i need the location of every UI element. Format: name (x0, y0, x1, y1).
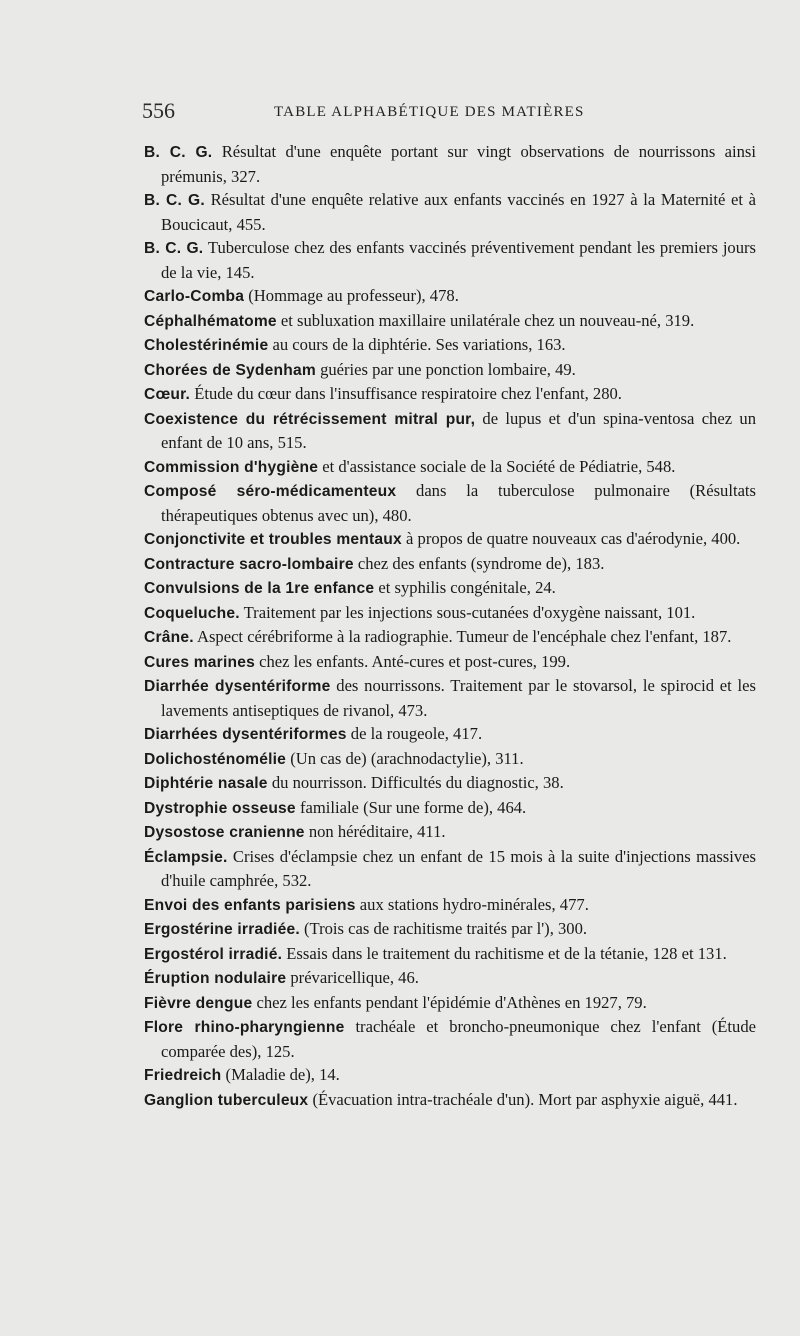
index-entry-term: Dysostose cranienne (144, 824, 305, 841)
index-entry-term: B. C. G. (144, 192, 205, 209)
index-entry-term: Ergostérine irradiée. (144, 921, 300, 938)
index-entry (144, 601, 756, 626)
index-entry (144, 236, 756, 284)
index-entry (144, 309, 756, 334)
index-entry (144, 820, 756, 845)
index-entry-text: Crises d'éclampsie chez un enfant de 15 mois à la suite d'injections massives d'huile camphrée, 532. (161, 846, 756, 890)
index-entry-term: Coexistence du rétrécissement mitral pur, (144, 410, 476, 428)
index-entry-text: (Maladie de), 14. (221, 1065, 340, 1084)
index-entry (144, 771, 756, 796)
index-entry-text: chez des enfants (syndrome de), 183. (353, 553, 605, 573)
index-entry-text: (Évacuation intra-trachéale d'un). Mort par asphyxie aiguë, 441. (308, 1089, 738, 1109)
index-entry-term: Fièvre dengue (144, 994, 253, 1012)
index-entry (144, 650, 756, 675)
index-entry-text: Étude du cœur dans l'insuffisance respiratoire chez l'enfant, 280. (190, 384, 622, 403)
index-entry-text: dans la tuberculose pulmonaire (Résultats thérapeutiques obtenus avec un), 480. (161, 481, 756, 525)
index-entry (144, 966, 756, 991)
index-entry-text: des nourrissons. Traitement par le stovarsol, le spirocid et les lavements antiseptiques de rivanol, 473. (161, 676, 756, 720)
index-entry-term: Diarrhées dysentériformes (144, 726, 347, 743)
index-entry-text: Résultat d'une enquête relative aux enfants vaccinés en 1927 à la Maternité et à Boucicaut, 455. (161, 190, 756, 234)
index-entry-term: Friedreich (144, 1067, 222, 1084)
index-entry-text: du nourrisson. Difficultés du diagnostic, 38. (267, 773, 564, 792)
index-entry-term: Ergostérol irradié. (144, 945, 283, 963)
index-entry-term: Diarrhée dysentériforme (144, 678, 331, 695)
index-entry-term: Diphtérie nasale (144, 775, 268, 792)
index-entry-text: à propos de quatre nouveaux cas d'aérodynie, 400. (401, 529, 741, 548)
index-entry (144, 1063, 756, 1088)
index-entry (144, 407, 756, 455)
index-entry (144, 284, 756, 309)
index-entry-text: (Trois cas de rachitisme traités par l'), 300. (299, 919, 588, 938)
index-entry-term: Éruption nodulaire (144, 970, 287, 987)
index-entry-text: guéries par une ponction lombaire, 49. (315, 359, 576, 379)
index-entry-term: Contracture sacro-lombaire (144, 555, 354, 573)
page-header (142, 98, 762, 132)
index-entries (144, 140, 756, 1112)
index-entry-text: (Hommage au professeur), 478. (244, 286, 459, 305)
index-entry-term: Composé séro-médicamenteux (144, 483, 397, 500)
index-entry-text: non héréditaire, 411. (304, 822, 446, 841)
index-entry-text: et d'assistance sociale de la Société de Pédiatrie, 548. (318, 456, 676, 476)
index-entry-text: aux stations hydro-minérales, 477. (355, 894, 589, 914)
index-entry-text: Essais dans le traitement du rachitisme et de la tétanie, 128 et 131. (282, 943, 727, 963)
index-entry-term: Conjonctivite et troubles mentaux (144, 531, 402, 548)
index-entry (144, 188, 756, 236)
index-entry-term: Cœur. (144, 386, 191, 403)
running-title: TABLE ALPHABÉTIQUE DES MATIÈRES (274, 104, 585, 120)
index-entry-text: et syphilis congénitale, 24. (374, 578, 556, 597)
index-entry (144, 845, 756, 893)
index-entry (144, 576, 756, 601)
index-entry-term: Cholestérinémie (144, 337, 269, 354)
index-entry-text: trachéale et broncho-pneumonique chez l'enfant (Étude comparée des), 125. (161, 1017, 756, 1061)
index-entry (144, 674, 756, 722)
index-entry-text: de lupus et d'un spina-ventosa chez un enfant de 10 ans, 515. (161, 408, 756, 452)
index-entry-text: et subluxation maxillaire unilatérale chez un nouveau-né, 319. (276, 310, 695, 330)
index-entry-term: B. C. G. (144, 240, 204, 257)
index-entry-term: B. C. G. (144, 144, 213, 161)
index-entry-text: Traitement par les injections sous-cutanées d'oxygène naissant, 101. (239, 602, 696, 622)
page-number: 556 (142, 98, 175, 123)
index-entry-text: au cours de la diphtérie. Ses variations, 163. (268, 335, 566, 354)
index-entry (144, 796, 756, 821)
index-entry-term: Dystrophie osseuse (144, 799, 296, 817)
index-entry-text: chez les enfants pendant l'épidémie d'Athènes en 1927, 79. (252, 992, 647, 1012)
index-entry (144, 747, 756, 772)
index-entry-term: Céphalhématome (144, 312, 277, 330)
index-entry (144, 382, 756, 407)
index-entry-term: Commission d'hygiène (144, 458, 319, 476)
index-entry (144, 140, 756, 188)
index-entry-term: Crâne. (144, 629, 194, 646)
index-entry-term: Chorées de Sydenham (144, 361, 316, 379)
index-entry (144, 991, 756, 1016)
index-entry (144, 917, 756, 942)
index-entry-text: (Un cas de) (arachnodactylie), 311. (286, 748, 524, 768)
index-entry-term: Cures marines (144, 653, 255, 671)
index-entry-text: Résultat d'une enquête portant sur vingt observations de nourrissons ainsi prémunis, 327. (161, 142, 756, 186)
index-entry (144, 625, 756, 650)
index-entry-text: chez les enfants. Anté-cures et post-cures, 199. (254, 651, 571, 671)
index-entry-term: Ganglion tuberculeux (144, 1091, 309, 1109)
index-entry (144, 893, 756, 918)
index-entry (144, 942, 756, 967)
index-entry-term: Flore rhino-pharyngienne (144, 1019, 345, 1036)
index-entry (144, 722, 756, 747)
index-entry-term: Éclampsie. (144, 848, 228, 866)
index-entry (144, 333, 756, 358)
index-entry (144, 455, 756, 480)
index-entry-text: de la rougeole, 417. (346, 724, 483, 743)
index-entry (144, 527, 756, 552)
index-entry-text: familiale (Sur une forme de), 464. (295, 797, 527, 817)
index-entry-text: Tuberculose chez des enfants vaccinés préventivement pendant les premiers jours de la vie, 145. (161, 238, 757, 282)
index-entry-term: Convulsions de la 1re enfance (144, 580, 375, 597)
index-entry (144, 358, 756, 383)
index-entry (144, 479, 756, 527)
index-entry-term: Dolichosténomélie (144, 750, 287, 768)
index-entry-text: prévaricellique, 46. (286, 968, 419, 987)
index-entry-term: Carlo-Comba (144, 288, 245, 305)
index-entry (144, 552, 756, 577)
index-entry-term: Coqueluche. (144, 604, 240, 622)
index-entry-text: Aspect cérébriforme à la radiographie. Tumeur de l'encéphale chez l'enfant, 187. (193, 627, 732, 646)
index-entry (144, 1088, 756, 1113)
index-entry-term: Envoi des enfants parisiens (144, 896, 356, 914)
index-entry (144, 1015, 756, 1063)
